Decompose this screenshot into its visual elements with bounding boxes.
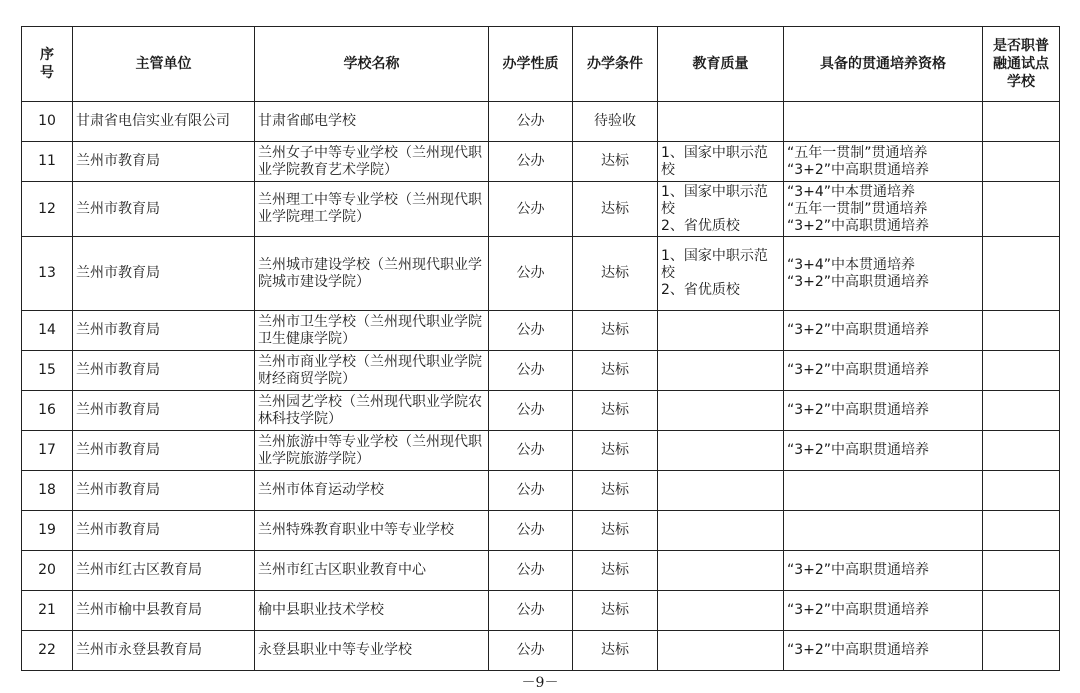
cell-condition: 达标 xyxy=(573,511,658,551)
cell-school: 兰州特殊教育职业中等专业学校 xyxy=(255,511,489,551)
cell-school: 兰州市卫生学校（兰州现代职业学院卫生健康学院） xyxy=(255,311,489,351)
cell-unit: 兰州市教育局 xyxy=(73,471,255,511)
cell-condition: 待验收 xyxy=(573,102,658,142)
cell-pilot xyxy=(983,591,1060,631)
table-row xyxy=(22,142,1060,182)
header-row xyxy=(22,27,1060,102)
cell-quality xyxy=(658,511,784,551)
cell-pilot xyxy=(983,237,1060,311)
table-row xyxy=(22,471,1060,511)
cell-nature: 公办 xyxy=(489,351,573,391)
cell-quality: 1、国家中职示范校 2、省优质校 xyxy=(658,182,784,237)
cell-idx: 14 xyxy=(22,311,73,351)
table-row xyxy=(22,591,1060,631)
cell-idx: 11 xyxy=(22,142,73,182)
cell-pilot xyxy=(983,551,1060,591)
cell-condition: 达标 xyxy=(573,431,658,471)
cell-nature: 公办 xyxy=(489,431,573,471)
school-table xyxy=(21,26,1060,671)
cell-idx: 10 xyxy=(22,102,73,142)
cell-condition: 达标 xyxy=(573,551,658,591)
cell-qualification xyxy=(784,102,983,142)
table-row xyxy=(22,311,1060,351)
cell-qualification: “3+2”中高职贯通培养 xyxy=(784,591,983,631)
cell-unit: 兰州市教育局 xyxy=(73,311,255,351)
table-row xyxy=(22,551,1060,591)
cell-nature: 公办 xyxy=(489,631,573,671)
cell-quality xyxy=(658,102,784,142)
cell-nature: 公办 xyxy=(489,102,573,142)
cell-idx: 15 xyxy=(22,351,73,391)
cell-unit: 兰州市教育局 xyxy=(73,511,255,551)
cell-quality xyxy=(658,591,784,631)
header-nature: 办学性质 xyxy=(489,27,573,102)
cell-idx: 20 xyxy=(22,551,73,591)
cell-condition: 达标 xyxy=(573,591,658,631)
table-row xyxy=(22,631,1060,671)
cell-qualification: “3+4”中本贯通培养 “3+2”中高职贯通培养 xyxy=(784,237,983,311)
cell-school: 甘肃省邮电学校 xyxy=(255,102,489,142)
cell-nature: 公办 xyxy=(489,182,573,237)
cell-nature: 公办 xyxy=(489,551,573,591)
header-condition: 办学条件 xyxy=(573,27,658,102)
cell-idx: 22 xyxy=(22,631,73,671)
cell-condition: 达标 xyxy=(573,142,658,182)
header-quality: 教育质量 xyxy=(658,27,784,102)
cell-condition: 达标 xyxy=(573,391,658,431)
cell-condition: 达标 xyxy=(573,471,658,511)
cell-unit: 兰州市教育局 xyxy=(73,182,255,237)
cell-qualification: “3+2”中高职贯通培养 xyxy=(784,311,983,351)
cell-quality: 1、国家中职示范校 xyxy=(658,142,784,182)
cell-nature: 公办 xyxy=(489,311,573,351)
cell-school: 兰州城市建设学校（兰州现代职业学院城市建设学院） xyxy=(255,237,489,311)
header-qualification: 具备的贯通培养资格 xyxy=(784,27,983,102)
cell-qualification: “五年一贯制”贯通培养 “3+2”中高职贯通培养 xyxy=(784,142,983,182)
cell-quality xyxy=(658,431,784,471)
cell-idx: 17 xyxy=(22,431,73,471)
cell-qualification: “3+2”中高职贯通培养 xyxy=(784,351,983,391)
header-idx: 序号 xyxy=(22,27,73,102)
cell-nature: 公办 xyxy=(489,511,573,551)
cell-idx: 12 xyxy=(22,182,73,237)
cell-school: 榆中县职业技术学校 xyxy=(255,591,489,631)
cell-pilot xyxy=(983,182,1060,237)
cell-school: 兰州市红古区职业教育中心 xyxy=(255,551,489,591)
cell-school: 兰州理工中等专业学校（兰州现代职业学院理工学院） xyxy=(255,182,489,237)
cell-unit: 兰州市教育局 xyxy=(73,237,255,311)
cell-school: 兰州旅游中等专业学校（兰州现代职业学院旅游学院） xyxy=(255,431,489,471)
cell-quality xyxy=(658,551,784,591)
cell-pilot xyxy=(983,351,1060,391)
table-row xyxy=(22,237,1060,311)
table-row xyxy=(22,102,1060,142)
table-row xyxy=(22,351,1060,391)
cell-school: 兰州女子中等专业学校（兰州现代职业学院教育艺术学院） xyxy=(255,142,489,182)
cell-nature: 公办 xyxy=(489,391,573,431)
cell-condition: 达标 xyxy=(573,311,658,351)
cell-qualification: “3+4”中本贯通培养 “五年一贯制”贯通培养 “3+2”中高职贯通培养 xyxy=(784,182,983,237)
cell-unit: 兰州市教育局 xyxy=(73,391,255,431)
cell-idx: 13 xyxy=(22,237,73,311)
cell-quality xyxy=(658,391,784,431)
cell-pilot xyxy=(983,511,1060,551)
cell-qualification xyxy=(784,471,983,511)
header-unit: 主管单位 xyxy=(73,27,255,102)
cell-unit: 兰州市永登县教育局 xyxy=(73,631,255,671)
cell-qualification: “3+2”中高职贯通培养 xyxy=(784,631,983,671)
cell-qualification: “3+2”中高职贯通培养 xyxy=(784,431,983,471)
cell-school: 兰州市体育运动学校 xyxy=(255,471,489,511)
cell-quality: 1、国家中职示范校 2、省优质校 xyxy=(658,237,784,311)
header-pilot: 是否职普融通试点学校 xyxy=(983,27,1060,102)
cell-condition: 达标 xyxy=(573,182,658,237)
cell-idx: 19 xyxy=(22,511,73,551)
cell-pilot xyxy=(983,471,1060,511)
cell-unit: 兰州市榆中县教育局 xyxy=(73,591,255,631)
cell-qualification: “3+2”中高职贯通培养 xyxy=(784,551,983,591)
cell-quality xyxy=(658,631,784,671)
cell-school: 兰州市商业学校（兰州现代职业学院财经商贸学院） xyxy=(255,351,489,391)
cell-unit: 兰州市教育局 xyxy=(73,142,255,182)
cell-idx: 21 xyxy=(22,591,73,631)
cell-unit: 兰州市红古区教育局 xyxy=(73,551,255,591)
cell-idx: 16 xyxy=(22,391,73,431)
cell-qualification xyxy=(784,511,983,551)
cell-unit: 甘肃省电信实业有限公司 xyxy=(73,102,255,142)
cell-pilot xyxy=(983,431,1060,471)
cell-unit: 兰州市教育局 xyxy=(73,351,255,391)
cell-nature: 公办 xyxy=(489,142,573,182)
cell-school: 兰州园艺学校（兰州现代职业学院农林科技学院） xyxy=(255,391,489,431)
cell-nature: 公办 xyxy=(489,471,573,511)
cell-pilot xyxy=(983,311,1060,351)
cell-quality xyxy=(658,351,784,391)
page-number: －9－ xyxy=(521,675,559,691)
cell-qualification: “3+2”中高职贯通培养 xyxy=(784,391,983,431)
cell-pilot xyxy=(983,142,1060,182)
header-school: 学校名称 xyxy=(255,27,489,102)
cell-condition: 达标 xyxy=(573,237,658,311)
cell-condition: 达标 xyxy=(573,351,658,391)
cell-nature: 公办 xyxy=(489,237,573,311)
table-row xyxy=(22,431,1060,471)
cell-pilot xyxy=(983,102,1060,142)
cell-pilot xyxy=(983,391,1060,431)
table-row xyxy=(22,182,1060,237)
cell-unit: 兰州市教育局 xyxy=(73,431,255,471)
cell-pilot xyxy=(983,631,1060,671)
table-row xyxy=(22,511,1060,551)
cell-nature: 公办 xyxy=(489,591,573,631)
cell-idx: 18 xyxy=(22,471,73,511)
cell-quality xyxy=(658,471,784,511)
cell-condition: 达标 xyxy=(573,631,658,671)
table-row xyxy=(22,391,1060,431)
cell-school: 永登县职业中等专业学校 xyxy=(255,631,489,671)
cell-quality xyxy=(658,311,784,351)
